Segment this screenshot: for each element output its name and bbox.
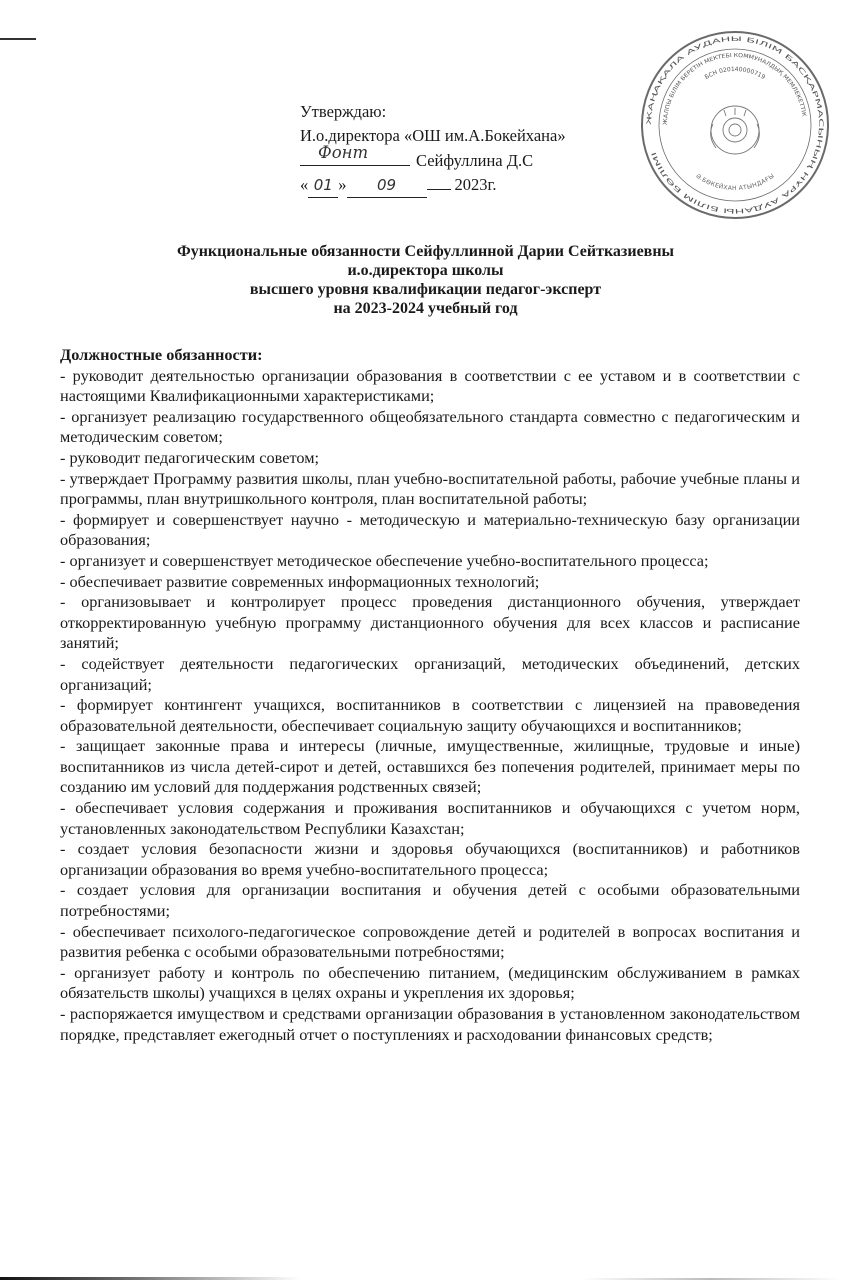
approval-label: Утверждаю:: [300, 102, 387, 121]
duty-item: - руководит педагогическим советом;: [60, 447, 320, 467]
duty-item: - организует и совершенствует методическое обеспечение учебно-воспитательного процесса;: [60, 550, 709, 570]
duty-item: - организовывает и контролирует процесс проведения дистанционного обучения, утверждает откорректированную учебную программу дистанционного обучения для всех классов и расписание занятий;: [60, 592, 800, 653]
title-line-1: Функциональные обязанности Сейфуллинной Дарии Сейтказиевны: [176, 243, 675, 260]
signature-line: [300, 143, 410, 166]
duty-item: - содействует деятельности педагогических организаций, методических объединений, детских организаций;: [60, 653, 800, 694]
date-day: 01: [308, 174, 338, 199]
scan-corner-mark: [0, 38, 36, 40]
official-stamp: [640, 30, 830, 220]
approval-block: [300, 100, 600, 198]
approval-signature-row: [300, 143, 600, 173]
stamp-inner-text: ЖАЛПЫ БІЛІМ БЕРЕТІН МЕКТЕБІ КОММУНАЛДЫҚ МЕМЛЕКЕТТІК: [662, 52, 807, 126]
state-emblem-icon: [711, 106, 760, 154]
duty-item: - создает условия для организации воспитания и обучения детей с особыми образовательными потребностями;: [60, 880, 800, 921]
duty-item: - обеспечивает психолого-педагогическое сопровождение детей и родителей в вопросах воспитания и развития ребенка с особыми образовательными потребностями;: [60, 921, 800, 962]
date-line: [427, 189, 451, 190]
duty-item: - обеспечивает развитие современных информационных технологий;: [60, 571, 540, 591]
duty-item: - создает условия безопасности жизни и здоровья обучающихся (воспитанников) и работников организации образования во время учебно-воспитательного процесса;: [60, 839, 800, 879]
date-open-quote: «: [300, 174, 309, 194]
date-month: 09: [347, 174, 427, 199]
approval-signer: Сейфуллина Д.С: [416, 151, 534, 170]
approval-date-row: [300, 173, 600, 199]
duty-item: - формирует контингент учащихся, воспитанников в соответствии с лицензией на правоведения образовательной деятельности, обеспечивает социальную защиту обучающихся и воспитанников;: [60, 695, 800, 735]
duty-item: - защищает законные права и интересы (личные, имущественные, жилищные, трудовые и иные) воспитанников из числа детей-сирот и детей, оставшихся без попечения родителей, принимает меры по созданию им условий для поддержания родственных связей;: [60, 736, 800, 797]
title-line-3: высшего уровня квалификации педагог-эксперт: [249, 281, 602, 298]
title-line-2: и.о.директора школы: [347, 262, 504, 279]
duty-item: - обеспечивает условия содержания и проживания воспитанников и обучающихся с учетом норм, установленных законодательством Республики Казахстан;: [60, 798, 800, 838]
date-close-quote: »: [338, 174, 347, 194]
stamp-bottom-text: Ә.БӨКЕЙХАН АТЫНДАҒЫ: [694, 172, 776, 193]
document-title: [60, 242, 791, 318]
duty-item: - организует реализацию государственного общеобязательного стандарта совместно с педагогическим и методическим советом;: [60, 406, 800, 447]
duties-list: [60, 366, 800, 1046]
title-line-4: на 2023-2024 учебный год: [333, 300, 518, 317]
duties-section: [60, 345, 800, 1045]
approval-position: И.о.директора «ОШ им.А.Бокейхана»: [300, 125, 566, 145]
duty-item: - организует работу и контроль по обеспечению питанием, (медицинским обслуживанием в рамках обязательств школы) учащихся в целях охраны и укрепления их здоровья;: [60, 962, 800, 1003]
duty-item: - распоряжается имуществом и средствами организации образования в установленном законодательством порядке, представляет ежегодный отчет о поступлениях и расходовании финансовых средств;: [60, 1004, 800, 1044]
duties-heading: Должностные обязанности:: [60, 345, 263, 364]
stamp-outer-text: ЖАҢАҚАЛА АУДАНЫ БІЛІМ БАСҚАРМАСЫНЫҢ НҰРА АУДАНЫ БІЛІМ БӨЛІМІ: [645, 35, 825, 215]
duty-item: - руководит деятельностью организации образования в соответствии с ее уставом и в соответствии с настоящими Квалификационными характеристиками;: [60, 365, 800, 406]
date-year: 2023г.: [454, 174, 497, 194]
handwritten-signature: Фонт: [318, 143, 369, 162]
duty-item: - утверждает Программу развития школы, план учебно-воспитательной работы, рабочие учебные планы и программы, план внутришкольного контроля, план воспитательной работы;: [60, 468, 800, 509]
stamp-bin-text: БСН 020140000719: [703, 65, 767, 82]
duty-item: - формирует и совершенствует научно - методическую и материально-техническую базу организации образования;: [60, 509, 800, 550]
